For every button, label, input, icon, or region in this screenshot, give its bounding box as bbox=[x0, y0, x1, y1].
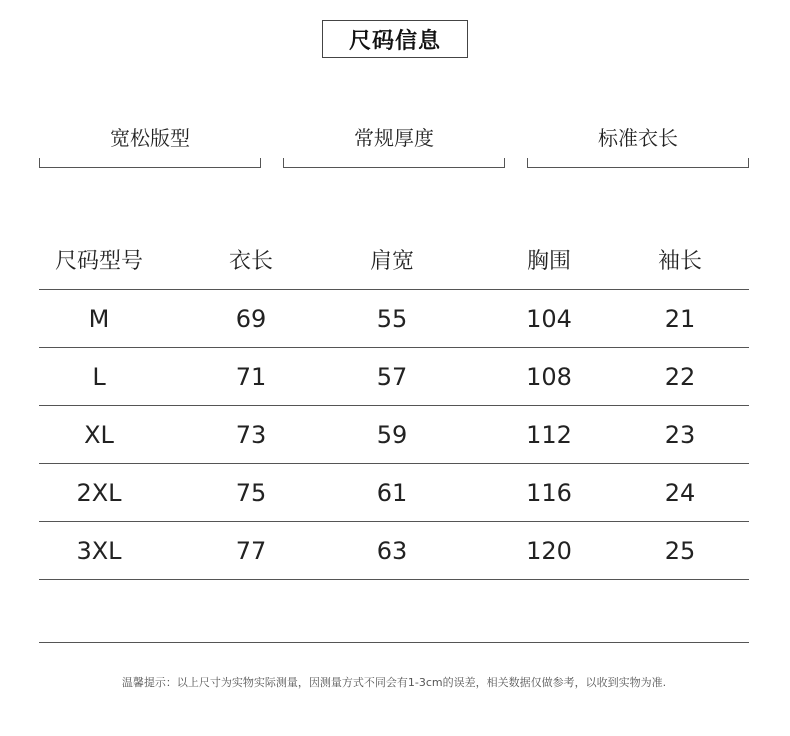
chest-cell: 108 bbox=[526, 362, 572, 391]
chest-cell: 120 bbox=[526, 536, 572, 565]
length-cell: 69 bbox=[235, 304, 267, 333]
table-row bbox=[39, 406, 749, 464]
table-header bbox=[39, 230, 749, 290]
sleeve-cell: 21 bbox=[664, 304, 696, 333]
size-table bbox=[39, 230, 749, 580]
header-chest: 胸围 bbox=[526, 249, 571, 274]
shoulder-cell: 63 bbox=[376, 536, 408, 565]
page-title: 尺码信息 bbox=[322, 20, 468, 58]
size-cell: M bbox=[88, 304, 110, 333]
chest-cell: 116 bbox=[526, 478, 572, 507]
feature-bracket bbox=[527, 158, 749, 168]
length-cell: 77 bbox=[235, 536, 267, 565]
chest-cell: 104 bbox=[526, 304, 572, 333]
header-sleeve: 袖长 bbox=[657, 249, 702, 274]
feature-bracket bbox=[283, 158, 505, 168]
size-cell: XL bbox=[84, 420, 114, 449]
sleeve-cell: 23 bbox=[664, 420, 696, 449]
length-cell: 75 bbox=[235, 478, 267, 507]
feature-fit bbox=[39, 116, 261, 168]
feature-thickness-label: 常规厚度 bbox=[354, 126, 434, 150]
sleeve-cell: 25 bbox=[664, 536, 696, 565]
feature-length bbox=[527, 116, 749, 168]
shoulder-cell: 55 bbox=[376, 304, 408, 333]
shoulder-cell: 59 bbox=[376, 420, 408, 449]
table-row bbox=[39, 348, 749, 406]
length-cell: 73 bbox=[235, 420, 267, 449]
feature-bracket bbox=[39, 158, 261, 168]
length-cell: 71 bbox=[235, 362, 267, 391]
sleeve-cell: 24 bbox=[664, 478, 696, 507]
feature-fit-label: 宽松版型 bbox=[110, 126, 190, 150]
sleeve-cell: 22 bbox=[664, 362, 696, 391]
feature-length-label: 标准衣长 bbox=[598, 126, 678, 150]
header-size: 尺码型号 bbox=[54, 249, 143, 274]
header-shoulder: 肩宽 bbox=[369, 249, 414, 274]
feature-thickness bbox=[283, 116, 505, 168]
shoulder-cell: 61 bbox=[376, 478, 408, 507]
chest-cell: 112 bbox=[526, 420, 572, 449]
table-row bbox=[39, 522, 749, 580]
size-cell: L bbox=[92, 362, 106, 391]
measurement-note: 温馨提示：以上尺寸为实物实际测量，因测量方式不同会有1-3cm的误差，相关数据仅做参考，以收到实物为准. bbox=[121, 676, 667, 689]
shoulder-cell: 57 bbox=[376, 362, 408, 391]
table-row bbox=[39, 464, 749, 522]
size-cell: 2XL bbox=[76, 478, 122, 507]
divider bbox=[39, 642, 749, 643]
header-length: 衣长 bbox=[228, 249, 273, 274]
table-row bbox=[39, 290, 749, 348]
size-cell: 3XL bbox=[76, 536, 122, 565]
